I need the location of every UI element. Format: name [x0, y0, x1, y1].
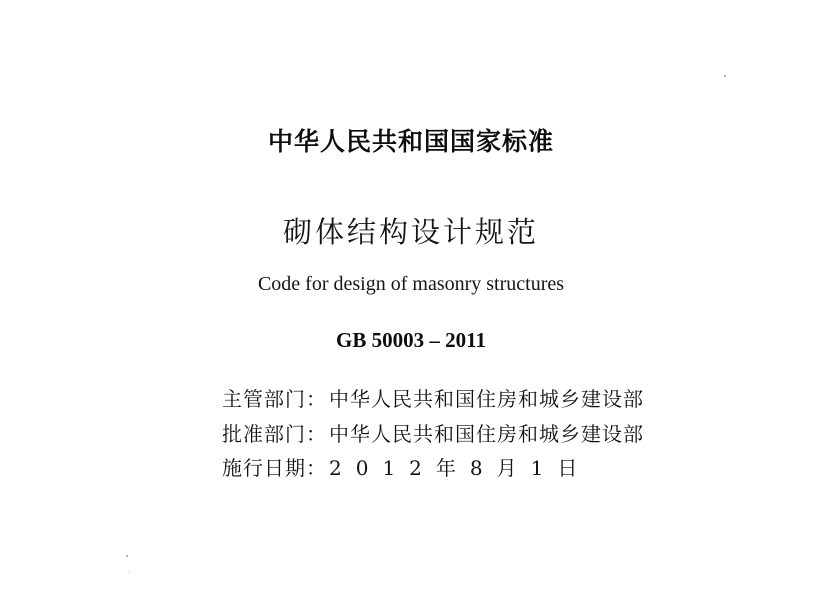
chinese-title: 砌体结构设计规范 [282, 215, 539, 249]
competent-department-row [222, 383, 644, 412]
effective-date-label: 施行日期： [222, 456, 327, 480]
competent-department-label: 主管部门： [222, 387, 327, 411]
standard-code: GB 50003 – 2011 [336, 328, 486, 352]
scan-speck [129, 572, 130, 573]
scan-speck [126, 555, 128, 557]
competent-department-value: 中华人民共和国住房和城乡建设部 [329, 387, 644, 411]
scan-speck [724, 75, 726, 77]
approving-department-label: 批准部门： [222, 422, 327, 446]
national-standard-heading: 中华人民共和国国家标准 [267, 127, 554, 156]
english-title: Code for design of masonry structures [257, 273, 565, 295]
approving-department-row [222, 418, 644, 447]
effective-date-value: 2012年8月1日 [329, 456, 592, 480]
effective-date-row [222, 452, 591, 481]
approving-department-value: 中华人民共和国住房和城乡建设部 [329, 422, 644, 446]
